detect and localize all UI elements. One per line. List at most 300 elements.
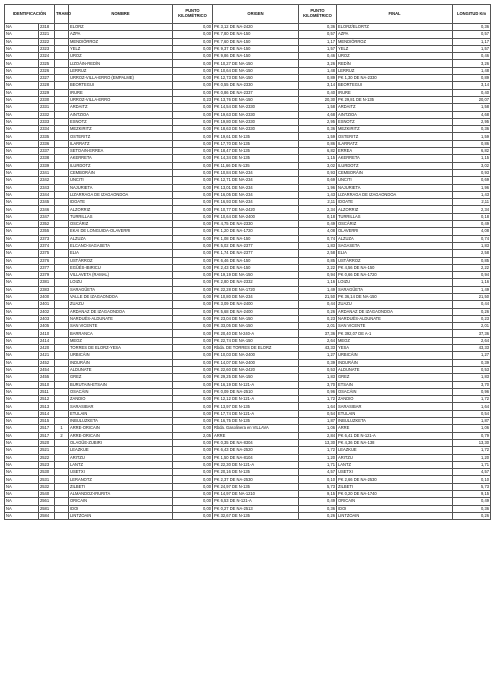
cell-final: ERREA [337, 148, 453, 155]
table-row [5, 425, 491, 432]
cell-tramo [55, 286, 69, 293]
table-row [5, 337, 491, 344]
cell-nombre: EGÜÉS-IBIRICU [69, 264, 173, 271]
cell-prefix: NA [5, 213, 39, 220]
cell-pk-inicio: 0,00 [173, 228, 213, 235]
cell-nombre: OSCÁRIZ [69, 221, 173, 228]
cell-nombre: IDOATE [69, 199, 173, 206]
cell-final: USTÁRROZ [337, 257, 453, 264]
cell-tramo [55, 75, 69, 82]
cell-pk-inicio: 0,00 [173, 111, 213, 118]
cell-number: 2336 [39, 140, 55, 147]
cell-origen: PK 2,37 DE NA-2530 [213, 476, 299, 483]
cell-prefix: NA [5, 381, 39, 388]
cell-origen: Rbda. Gasolinera en VILLAVA [213, 425, 299, 432]
cell-prefix: NA [5, 104, 39, 111]
cell-prefix: NA [5, 512, 39, 519]
cell-final: MEZKIRITZ [337, 126, 453, 133]
cell-final: TURRILLAS [337, 213, 453, 220]
cell-pk-inicio: 0,00 [173, 75, 213, 82]
cell-origen: PK 10,77 DE NA-2420 [213, 206, 299, 213]
cell-nombre: SAN VICENTE [69, 323, 173, 330]
cell-nombre: VALLE DE IZAGAONDOA [69, 293, 173, 300]
cell-number: 2401 [39, 301, 55, 308]
cell-number: 2454 [39, 366, 55, 373]
table-row [5, 169, 491, 176]
table-row [5, 213, 491, 220]
cell-pk-inicio: 0,00 [173, 60, 213, 67]
cell-nombre: AINTZIOA [69, 111, 173, 118]
cell-origen: PK 22,74 DE NA-150 [213, 337, 299, 344]
cell-tramo [55, 301, 69, 308]
cell-pk-fin: 0,94 [299, 272, 337, 279]
cell-nombre: ARITZU [69, 454, 173, 461]
cell-pk-inicio: 0,00 [173, 169, 213, 176]
cell-number: 2561 [39, 498, 55, 505]
cell-longitud: 0,23 [453, 315, 491, 322]
cell-pk-fin: 0,93 [299, 169, 337, 176]
cell-final: SARAGÜETA [337, 286, 453, 293]
cell-number: 2346 [39, 206, 55, 213]
cell-pk-inicio: 0,00 [173, 162, 213, 169]
table-row [5, 505, 491, 512]
cell-number: 2377 [39, 264, 55, 271]
cell-longitud: 0,36 [453, 24, 491, 31]
cell-final: ELORZ/ELORTZ [337, 24, 453, 31]
cell-pk-inicio: 0,00 [173, 461, 213, 468]
cell-nombre: VILLAVETA (RAMAL) [69, 272, 173, 279]
cell-nombre: BURUTAIN-ETSAIN [69, 381, 173, 388]
cell-longitud: 2,01 [453, 323, 491, 330]
cell-longitud: 0,40 [453, 89, 491, 96]
cell-longitud: 1,59 [453, 133, 491, 140]
cell-final: ZANDIO [337, 396, 453, 403]
cell-longitud: 0,44 [453, 301, 491, 308]
cell-pk-fin: 1,83 [299, 242, 337, 249]
cell-number: 2514 [39, 410, 55, 417]
cell-nombre: MEOZ [69, 337, 173, 344]
cell-nombre: ETULAIN [69, 410, 173, 417]
cell-origen: PK 13,01 DE NA-234 [213, 184, 299, 191]
table-row [5, 148, 491, 155]
cell-pk-inicio: 0,00 [173, 89, 213, 96]
cell-longitud: 0,36 [453, 126, 491, 133]
cell-prefix: NA [5, 425, 39, 432]
cell-nombre: LERANOTZ [69, 476, 173, 483]
cell-longitud: 1,87 [453, 418, 491, 425]
cell-origen: PK 10,80 DE NA-234 [213, 293, 299, 300]
header-origen: ORIGEN [213, 5, 299, 24]
cell-origen: PK 16,19 DE N-121-A [213, 381, 299, 388]
cell-nombre: UROZ [69, 53, 173, 60]
header-longitud: LONGITUD Km [453, 5, 491, 24]
cell-origen: PK 24,97 DE N-135 [213, 483, 299, 490]
cell-origen: PK 10,64 DE NA-2400 [213, 213, 299, 220]
table-row [5, 461, 491, 468]
table-row [5, 67, 491, 74]
cell-pk-inicio: 0,00 [173, 286, 213, 293]
table-row [5, 286, 491, 293]
cell-pk-inicio: 0,00 [173, 505, 213, 512]
cell-origen: PK 0,55 DE NA-2330 [213, 82, 299, 89]
cell-pk-fin: 1,83 [299, 374, 337, 381]
cell-prefix: NA [5, 155, 39, 162]
cell-prefix: NA [5, 235, 39, 242]
cell-pk-inicio: 0,00 [173, 410, 213, 417]
cell-nombre: ALZORRIZ [69, 206, 173, 213]
cell-number: 2420 [39, 345, 55, 352]
cell-pk-inicio: 0,23 [173, 96, 213, 103]
cell-origen: PK 33,05 DE NA-150 [213, 323, 299, 330]
cell-pk-fin: 0,36 [299, 505, 337, 512]
cell-tramo [55, 337, 69, 344]
cell-nombre: LIZOÁIN-REDÍN [69, 60, 173, 67]
cell-pk-fin: 4,57 [299, 469, 337, 476]
cell-final: LEAZKUE [337, 447, 453, 454]
cell-pk-fin: 0,86 [299, 140, 337, 147]
cell-origen: PK 19,19 DE NA-150 [213, 272, 299, 279]
cell-nombre: NAJURIETA [69, 184, 173, 191]
cell-number: 2321 [39, 31, 55, 38]
cell-origen: PK 10,84 DE NA-234 [213, 169, 299, 176]
cell-longitud: 9,15 [453, 491, 491, 498]
cell-pk-inicio: 0,00 [173, 388, 213, 395]
cell-tramo [55, 505, 69, 512]
cell-origen: PK 12,12 DE N-121-A [213, 396, 299, 403]
table-row [5, 293, 491, 300]
cell-prefix: NA [5, 140, 39, 147]
cell-nombre: USTÁRROZ [69, 257, 173, 264]
table-row [5, 315, 491, 322]
cell-pk-inicio: 0,00 [173, 279, 213, 286]
cell-pk-fin: 3,70 [299, 381, 337, 388]
cell-pk-fin: 13,30 [299, 439, 337, 446]
cell-number: 2403 [39, 315, 55, 322]
table-row [5, 31, 491, 38]
cell-pk-fin: 3,02 [299, 162, 337, 169]
cell-pk-fin: 0,46 [299, 53, 337, 60]
table-row [5, 221, 491, 228]
cell-final: LINTZOAIN [337, 512, 453, 519]
cell-tramo [55, 345, 69, 352]
cell-pk-inicio: 0,00 [173, 199, 213, 206]
table-row [5, 257, 491, 264]
cell-longitud: 1,71 [453, 461, 491, 468]
cell-origen: PK 23,04 DE NA-150 [213, 315, 299, 322]
cell-tramo [55, 469, 69, 476]
cell-prefix: NA [5, 461, 39, 468]
cell-number: 2331 [39, 104, 55, 111]
cell-origen: PK 9,37 DE NA-150 [213, 45, 299, 52]
cell-origen: PK 10,27 DE NA-150 [213, 60, 299, 67]
cell-tramo [55, 228, 69, 235]
cell-prefix: NA [5, 359, 39, 366]
cell-longitud: 0,89 [453, 75, 491, 82]
cell-nombre: UNCITI [69, 177, 173, 184]
cell-nombre: INBULUZKETA [69, 418, 173, 425]
cell-tramo [55, 454, 69, 461]
table-row [5, 155, 491, 162]
cell-longitud: 0,94 [453, 272, 491, 279]
table-row [5, 396, 491, 403]
cell-number: 2334 [39, 126, 55, 133]
cell-number: 2515 [39, 418, 55, 425]
cell-pk-fin: 2,01 [299, 323, 337, 330]
cell-pk-fin: 6,82 [299, 148, 337, 155]
cell-origen: PK 29,25 DE NA-150 [213, 374, 299, 381]
cell-pk-fin: 0,26 [299, 308, 337, 315]
cell-origen: PK 12,73 DE NA-150 [213, 75, 299, 82]
cell-final: OSCÁRIZ [337, 221, 453, 228]
cell-nombre: LANTZ [69, 461, 173, 468]
cell-prefix: NA [5, 315, 39, 322]
table-row [5, 206, 491, 213]
cell-pk-inicio: 0,00 [173, 315, 213, 322]
cell-number: 2329 [39, 89, 55, 96]
table-row [5, 96, 491, 103]
cell-longitud: 1,83 [453, 242, 491, 249]
cell-number: 2347 [39, 213, 55, 220]
cell-tramo [55, 483, 69, 490]
cell-nombre: ORICAIN [69, 498, 173, 505]
table-row [5, 410, 491, 417]
cell-tramo [55, 264, 69, 271]
cell-number: 2325 [39, 60, 55, 67]
cell-pk-inicio: 0,00 [173, 191, 213, 198]
cell-tramo [55, 96, 69, 103]
cell-prefix: NA [5, 447, 39, 454]
cell-final: YELZ [337, 45, 453, 52]
cell-prefix: NA [5, 162, 39, 169]
cell-final: BEORTEGUI [337, 82, 453, 89]
header-pk-inicio: PUNTO KILOMÉTRICO [173, 5, 213, 24]
cell-longitud: 20,07 [453, 96, 491, 103]
cell-pk-fin: 3,26 [299, 60, 337, 67]
cell-longitud: 0,79 [453, 432, 491, 439]
table-row [5, 374, 491, 381]
cell-pk-fin: 0,44 [299, 301, 337, 308]
cell-tramo [55, 359, 69, 366]
cell-nombre: OSACÁIN [69, 388, 173, 395]
cell-longitud: 37,36 [453, 330, 491, 337]
cell-number: 2452 [39, 359, 55, 366]
cell-final: PK 1,30 DE NA-2330 [337, 75, 453, 82]
cell-origen: Rbda. DE TORRES DE ELORZ [213, 345, 299, 352]
cell-tramo [55, 53, 69, 60]
cell-tramo [55, 403, 69, 410]
cell-number: 2400 [39, 293, 55, 300]
cell-nombre: EKAI DE LONGUIDA-OLAVERRI [69, 228, 173, 235]
cell-origen: PK 13,76 DE NA-150 [213, 96, 299, 103]
cell-longitud: 0,96 [453, 388, 491, 395]
cell-pk-fin: 1,87 [299, 418, 337, 425]
cell-final: ETULAIN [337, 410, 453, 417]
cell-final: PK 0,66 DE NA-1720 [337, 272, 453, 279]
table-row [5, 308, 491, 315]
cell-number: 2322 [39, 38, 55, 45]
cell-prefix: NA [5, 242, 39, 249]
cell-origen: PK 22,28 DE NA-1720 [213, 286, 299, 293]
cell-pk-fin: 0,69 [299, 177, 337, 184]
cell-final: INDURÁIN [337, 359, 453, 366]
cell-origen: PK 20,40 DE N-240-A [213, 330, 299, 337]
cell-nombre: ARRE-ORICAIN [69, 425, 173, 432]
cell-longitud: 0,69 [453, 177, 491, 184]
cell-origen: PK 7,60 DE NA-150 [213, 38, 299, 45]
cell-final: PK 36,14 DE NA-150 [337, 293, 453, 300]
cell-nombre: USETXI [69, 469, 173, 476]
cell-number: 2335 [39, 133, 55, 140]
cell-nombre: SETOAIN-ERREA [69, 148, 173, 155]
header-pk-fin: PUNTO KILOMÉTRICO [299, 5, 337, 24]
cell-tramo [55, 45, 69, 52]
cell-number: 2512 [39, 396, 55, 403]
cell-pk-fin: 0,36 [299, 126, 337, 133]
cell-pk-inicio: 0,00 [173, 257, 213, 264]
cell-tramo [55, 104, 69, 111]
cell-pk-fin: 1,59 [299, 133, 337, 140]
table-row [5, 301, 491, 308]
cell-pk-fin: 2,95 [299, 118, 337, 125]
cell-pk-fin: 0,26 [299, 512, 337, 519]
table-row [5, 191, 491, 198]
cell-longitud: 0,18 [453, 213, 491, 220]
cell-tramo [55, 366, 69, 373]
cell-pk-fin: 43,33 [299, 345, 337, 352]
cell-prefix: NA [5, 403, 39, 410]
cell-pk-inicio: 0,00 [173, 381, 213, 388]
cell-pk-fin: 0,40 [299, 89, 337, 96]
cell-prefix: NA [5, 476, 39, 483]
cell-number: 2581 [39, 505, 55, 512]
cell-number: 2318 [39, 24, 55, 31]
cell-origen: PK 5,02 DE NA-2377 [213, 242, 299, 249]
cell-pk-inicio: 0,00 [173, 337, 213, 344]
cell-number: 2402 [39, 308, 55, 315]
cell-pk-fin: 0,23 [299, 315, 337, 322]
table-row [5, 388, 491, 395]
cell-origen: PK 9,86 DE NA-150 [213, 53, 299, 60]
cell-pk-inicio: 0,00 [173, 221, 213, 228]
table-row [5, 498, 491, 505]
cell-tramo [55, 155, 69, 162]
cell-pk-inicio: 0,00 [173, 53, 213, 60]
cell-tramo [55, 162, 69, 169]
table-row [5, 177, 491, 184]
cell-prefix: NA [5, 308, 39, 315]
cell-longitud: 0,85 [453, 257, 491, 264]
cell-prefix: NA [5, 53, 39, 60]
cell-longitud: 0,26 [453, 512, 491, 519]
cell-pk-fin: 0,36 [299, 24, 337, 31]
cell-prefix: NA [5, 432, 39, 439]
cell-prefix: NA [5, 337, 39, 344]
cell-nombre: ELIA [69, 250, 173, 257]
table-row [5, 352, 491, 359]
cell-pk-fin: 0,85 [299, 257, 337, 264]
cell-number: 2328 [39, 82, 55, 89]
cell-nombre: ZUAZU [69, 301, 173, 308]
cell-pk-inicio: 0,00 [173, 184, 213, 191]
cell-nombre: ALMANDOZ-IRURITA [69, 491, 173, 498]
cell-nombre: ARDAITZ [69, 104, 173, 111]
table-row [5, 454, 491, 461]
cell-number: 2374 [39, 242, 55, 249]
cell-longitud: 4,68 [453, 111, 491, 118]
cell-tramo [55, 118, 69, 125]
cell-pk-fin: 20,30 [299, 96, 337, 103]
cell-final: ARRE [337, 425, 453, 432]
cell-longitud: 2,64 [453, 337, 491, 344]
cell-nombre: OSTERITZ [69, 133, 173, 140]
cell-final: PK 0,20 DE NA-1740 [337, 491, 453, 498]
cell-origen: PK 4,75 DE NA-2330 [213, 221, 299, 228]
cell-pk-inicio: 0,00 [173, 483, 213, 490]
cell-pk-inicio: 0,00 [173, 148, 213, 155]
cell-prefix: NA [5, 264, 39, 271]
cell-nombre: ZILBETI [69, 483, 173, 490]
cell-prefix: NA [5, 228, 39, 235]
cell-tramo [55, 491, 69, 498]
cell-pk-fin: 2,84 [299, 432, 337, 439]
cell-nombre: MEZKIRITZ [69, 126, 173, 133]
cell-prefix: NA [5, 184, 39, 191]
table-row [5, 439, 491, 446]
cell-number: 2375 [39, 250, 55, 257]
cell-number: 2530 [39, 469, 55, 476]
cell-pk-inicio: 0,00 [173, 447, 213, 454]
cell-pk-inicio: 0,00 [173, 118, 213, 125]
cell-final: IRURE [337, 89, 453, 96]
cell-pk-fin: 1,17 [299, 38, 337, 45]
cell-pk-fin: 3,14 [299, 82, 337, 89]
cell-pk-inicio: 0,00 [173, 352, 213, 359]
cell-nombre: LOIZU [69, 279, 173, 286]
cell-nombre: ARDANAZ DE IZAGAONDOA [69, 308, 173, 315]
cell-tramo [55, 89, 69, 96]
cell-prefix: NA [5, 279, 39, 286]
cell-longitud: 1,17 [453, 38, 491, 45]
cell-final: ILARRATZ [337, 140, 453, 147]
cell-pk-fin: 2,11 [299, 199, 337, 206]
cell-origen: PK 16,05 DE NA-234 [213, 191, 299, 198]
cell-longitud: 2,11 [453, 199, 491, 206]
cell-longitud: 0,49 [453, 221, 491, 228]
cell-tramo [55, 38, 69, 45]
cell-number: 2383 [39, 286, 55, 293]
cell-pk-fin: 1,57 [299, 45, 337, 52]
cell-final: OSTERITZ [337, 133, 453, 140]
table-row [5, 512, 491, 519]
cell-prefix: NA [5, 133, 39, 140]
cell-nombre: AZPA [69, 31, 173, 38]
cell-pk-inicio: 0,00 [173, 82, 213, 89]
cell-origen: PK 19,80 DE NA-2330 [213, 118, 299, 125]
cell-tramo [55, 381, 69, 388]
cell-prefix: NA [5, 396, 39, 403]
cell-pk-fin: 1,20 [299, 454, 337, 461]
cell-final: LERRUZ [337, 67, 453, 74]
cell-nombre: IDOI [69, 505, 173, 512]
cell-prefix: NA [5, 75, 39, 82]
cell-number: 2339 [39, 162, 55, 169]
cell-prefix: NA [5, 206, 39, 213]
cell-prefix: NA [5, 491, 39, 498]
cell-origen: PK 22,60 DE NA-2420 [213, 366, 299, 373]
cell-pk-fin: 1,72 [299, 447, 337, 454]
cell-prefix: NA [5, 330, 39, 337]
cell-tramo [55, 352, 69, 359]
